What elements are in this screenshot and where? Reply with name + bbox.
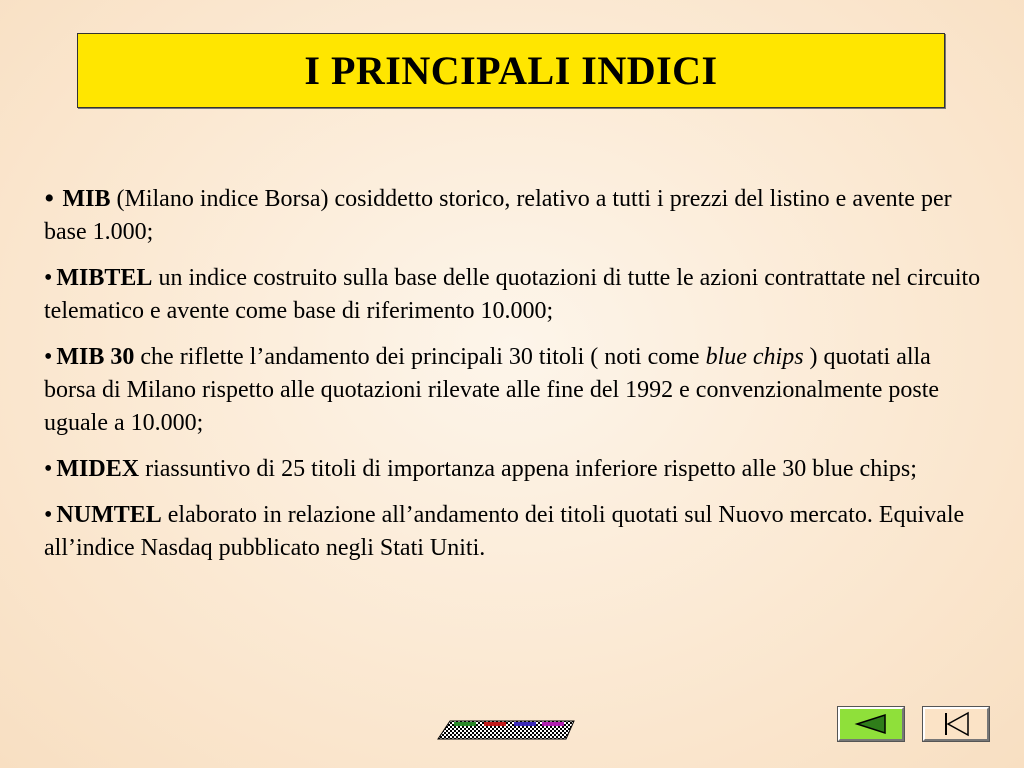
bullet-icon: • [44, 265, 53, 291]
list-item-mibtel [44, 262, 984, 328]
triangle-left-icon [851, 713, 891, 735]
title-box [77, 33, 945, 108]
bullet-icon: • [44, 182, 55, 215]
emphasis-blue-chips: blue chips [705, 344, 804, 370]
term-numtel: NUMTEL [56, 502, 162, 528]
term-mibtel: MIBTEL [56, 265, 153, 291]
first-slide-button[interactable] [923, 707, 989, 741]
bullet-icon: • [44, 344, 53, 370]
description-mib: (Milano indice Borsa) cosiddetto storico, relativo a tutti i prezzi del listino e avente per base 1.000; [44, 186, 952, 245]
description-mibtel: un indice costruito sulla base delle quotazioni di tutte le azioni contrattate nel circuito telematico e avente come base di riferimento 10.000; [44, 265, 981, 324]
description-midex: riassuntivo di 25 titoli di importanza appena inferiore rispetto alle 30 blue chips; [139, 456, 917, 482]
list-item-mib30 [44, 341, 984, 440]
description-mib30-end: ) quotati alla borsa di Milano rispetto alle quotazioni rilevate alle fine del 1992 e convenzionalmente poste uguale a 10.000; [44, 344, 940, 436]
bullet-icon: • [44, 456, 53, 482]
list-item-numtel [44, 499, 984, 565]
bullet-list [44, 182, 984, 578]
term-mib: MIB [62, 186, 111, 212]
list-item-midex [44, 453, 984, 486]
list-item-mib [44, 182, 984, 249]
previous-slide-button[interactable] [838, 707, 904, 741]
bullet-icon: • [44, 502, 53, 528]
skip-to-first-icon [936, 711, 976, 737]
description-mib30-start: che riflette l’andamento dei principali 30 titoli ( noti come [134, 344, 706, 370]
term-mib30: MIB 30 [56, 344, 135, 370]
description-numtel: elaborato in relazione all’andamento dei titoli quotati sul Nuovo mercato. Equivale all’indice Nasdaq pubblicato negli Stati Uniti. [44, 502, 965, 561]
slide-title: I PRINCIPALI INDICI [304, 48, 718, 93]
term-midex: MIDEX [56, 456, 140, 482]
decorative-bar-icon [436, 720, 576, 740]
